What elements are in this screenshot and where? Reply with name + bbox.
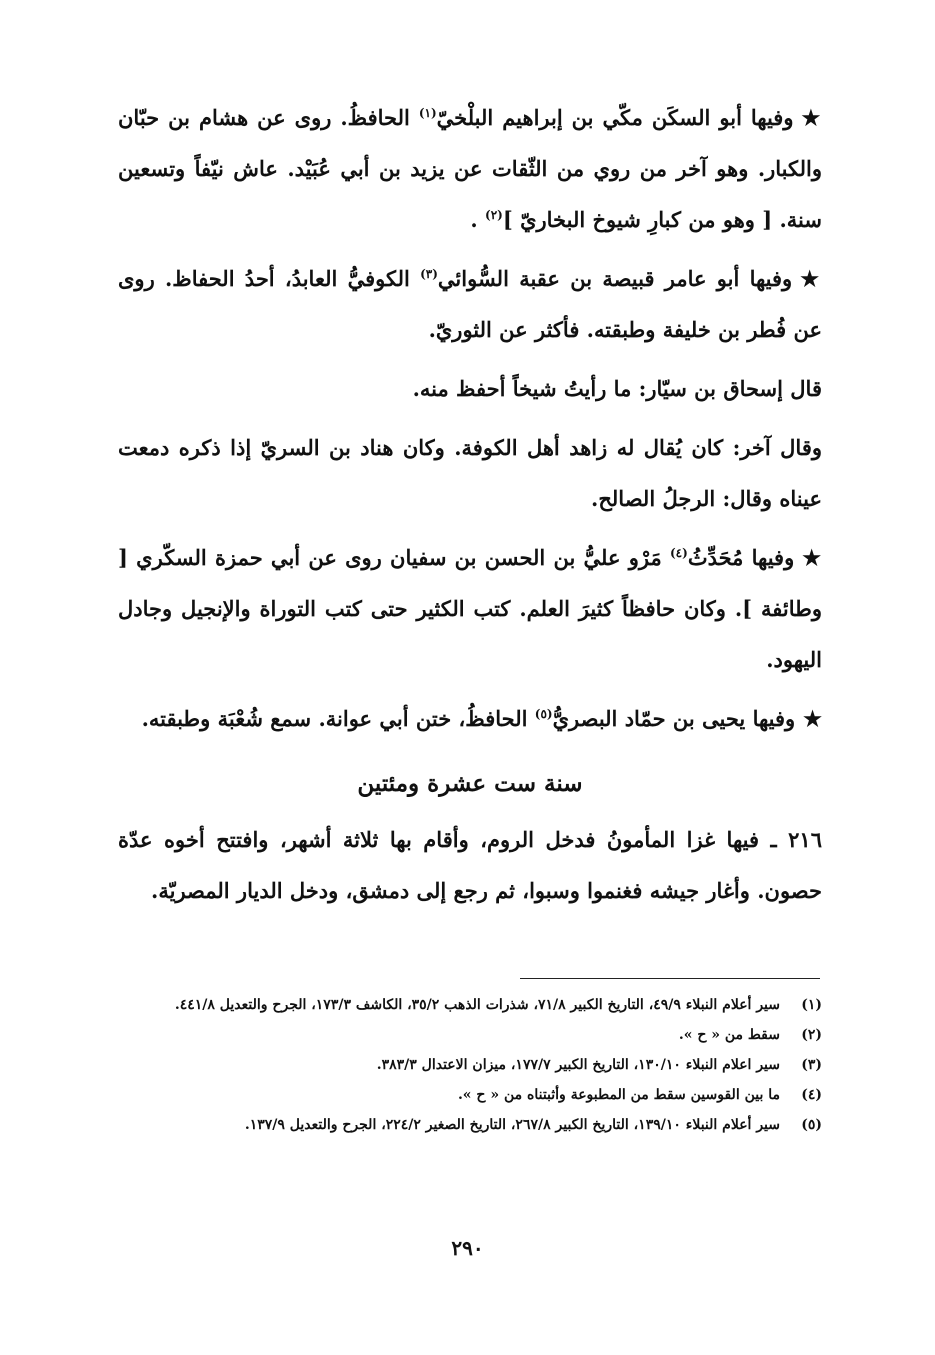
footnote-number: (٥) [801, 1117, 822, 1133]
footnote-number: (٣) [801, 1057, 822, 1073]
footnote-divider [520, 978, 820, 979]
paragraph-text: مَرْو عليُّ بن الحسن بن سفيان روى عن أبي حمزة السكّري [ وطائفة ]. وكان حافظاً كثيرَ العلم. كتب الكثير حتى كتب التوراة والإنجيل وجادل اليهود. [118, 545, 822, 672]
entry-paragraph: ٢١٦ ـ فيها غزا المأمونُ فدخل الروم، وأقام بها ثلاثة أشهر، وافتتح أخوه عدّة حصون. وأغار جيشه فغنموا وسبوا، ثم رجع إلى دمشق، ودخل الديار المصريّة. [118, 827, 822, 903]
footnote-number: (١) [801, 997, 822, 1013]
footnote [118, 990, 822, 1020]
paragraph-text: . [470, 207, 485, 232]
paragraph-text: وفيها يحيى بن حمّاد البصريُّ [552, 706, 796, 731]
main-text [118, 92, 822, 924]
paragraph-text: الحافظُ، ختن أبي عوانة. سمع شُعْبَة وطبقته. [141, 706, 535, 731]
footnote-ref: (٥) [534, 707, 553, 721]
footnote-text: سقط من « ح ». [678, 1027, 780, 1043]
section-heading: سنة ست عشرة ومئتين [357, 770, 583, 797]
paragraph-text: الحافظُ. روى عن هشام بن حبّان والكبار. وهو آخر من روي من الثّقات عن يزيد بن أبي عُبَيْد. عاش نيّفاً وتسعين سنة. [ وهو من كبارِ شيوخ البخاريّ ] [118, 105, 822, 232]
paragraph [118, 693, 822, 744]
footnote-text: سير أعلام النبلاء ١٣٩/١٠، التاريخ الكبير ٢٦٧/٨، التاريخ الصغير ٢٢٤/٢، الجرح والتعديل ١٣٧/٩. [244, 1117, 780, 1133]
footnote [118, 1110, 822, 1140]
footnote-text: سير أعلام النبلاء ٤٩/٩، التاريخ الكبير ٧١/٨، شذرات الذهب ٣٥/٢، الكاشف ١٧٣/٣، الجرح والتعديل ٤٤١/٨. [174, 997, 780, 1013]
paragraph [118, 532, 822, 685]
footnote-ref: (٣) [420, 267, 438, 281]
footnote [118, 1020, 822, 1050]
footnote-text: سير اعلام النبلاء ١٣٠/١٠، التاريخ الكبير ١٧٧/٧، ميزان الاعتدال ٣٨٣/٣. [376, 1057, 780, 1073]
paragraph [118, 422, 822, 524]
footnote [118, 1080, 822, 1110]
footnote-number: (٢) [801, 1027, 822, 1043]
footnote-text: ما بين القوسين سقط من المطبوعة وأثبتناه من « ح ». [457, 1087, 780, 1103]
footnote-ref: (٢) [485, 208, 503, 222]
footnote [118, 1050, 822, 1080]
paragraph [118, 363, 822, 414]
paragraph-text: وقال آخر: كان يُقال له زاهد أهل الكوفة. وكان هناد بن السريّ إذا ذكره دمعت عيناه وقال: الرجلُ الصالح. [118, 435, 822, 511]
paragraph-text: وفيها أبو عامر قبيصة بن عقبة السُّوائي [437, 266, 793, 291]
paragraph [118, 253, 822, 355]
paragraph-text: وفيها أبو السكَن مكّي بن إبراهيم البلْخيّ [436, 105, 794, 130]
star-icon: ★ [802, 545, 822, 570]
paragraph-text: الكوفيُّ العابدُ، أحدُ الحفاظ. روى عن فُطر بن خليفة وطبقته. فأكثر عن الثوريّ. [118, 266, 822, 342]
footnote-ref: (٤) [669, 546, 688, 560]
footnote-ref: (١) [418, 106, 437, 120]
footnote-number: (٤) [801, 1087, 822, 1103]
page-number: ٢٩٠ [451, 1236, 484, 1260]
footnotes [118, 990, 822, 1140]
star-icon: ★ [803, 706, 822, 731]
star-icon: ★ [800, 266, 822, 291]
paragraph-text: قال إسحاق بن سيّار: ما رأيتُ شيخاً أحفظ منه. [412, 376, 822, 401]
paragraph [118, 92, 822, 245]
star-icon: ★ [801, 105, 823, 130]
paragraph-text: وفيها مُحَدِّثُ [687, 545, 795, 570]
